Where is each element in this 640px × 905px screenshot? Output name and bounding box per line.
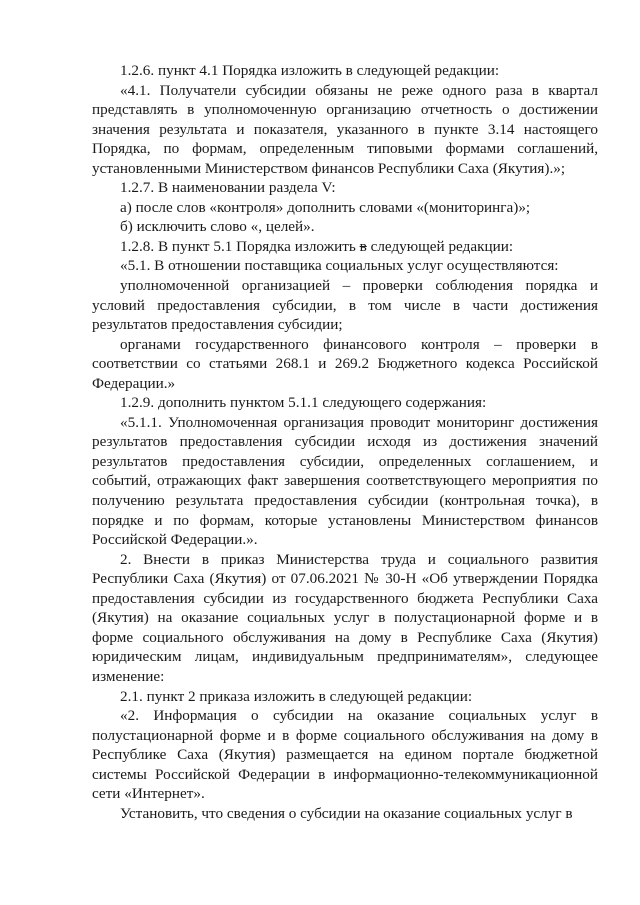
paragraph-1-2-7: 1.2.7. В наименовании раздела V:	[120, 179, 336, 197]
paragraph-4-1-text: «4.1. Получатели субсидии обязаны не реже одного раза в квартал представлять в уполномоченную организацию отчетность о достижении значения результата и показателя, указанного в пункте 3.14 настоящего Порядка, по формам, определенным типовыми формами соглашений, установленными Министерством финансов Республики Саха (Якутия).»;	[92, 81, 598, 177]
paragraph-5-1-text: «5.1. В отношении поставщика социальных услуг осуществляются:	[120, 257, 559, 275]
paragraph-5-1-1-text: «5.1.1. Уполномоченная организация проводит мониторинг достижения результатов предоставления субсидии исходя из достижения значений результатов предоставления субсидии, определенных соглашением, и событий, отражающих факт завершения соответствующего мероприятия по получению результата предоставления субсидии (контрольная точка), в порядке и по формам, которые установлены Министерством финансов Российской Федерации.».	[92, 413, 598, 549]
paragraph-establish: Установить, что сведения о субсидии на оказание социальных услуг в	[120, 804, 573, 822]
paragraph-1-2-8-before: 1.2.8. В пункт 5.1 Порядка изложить	[120, 237, 360, 255]
paragraph-2-amend-order: 2. Внести в приказ Министерства труда и социального развития Республики Саха (Якутия) от 07.06.2021 № 30-Н «Об утверждении Порядка предоставления субсидии из государственного бюджета Республики Саха (Якутия) на оказание социальных услуг в полустационарной форме и в форме социального обслуживания на дому в Республике Саха (Якутия) юридическим лицам, индивидуальным предпринимателям», следующее изменение:	[92, 550, 598, 685]
paragraph-1-2-6: 1.2.6. пункт 4.1 Порядка изложить в следующей редакции:	[120, 62, 500, 79]
paragraph-order-item-2-text: «2. Информация о субсидии на оказание социальных услуг в полустационарной форме и в форме социального обслуживания на дому в Республике Саха (Якутия) размещается на едином портале бюджетной системы Российской Федерации в информационно-телекоммуникационной сети «Интернет».	[92, 707, 598, 803]
paragraph-item-b: б) исключить слово «, целей».	[120, 218, 315, 236]
paragraph-1-2-9: 1.2.9. дополнить пунктом 5.1.1 следующего содержания:	[120, 394, 487, 412]
paragraph-2-1: 2.1. пункт 2 приказа изложить в следующей редакции:	[120, 687, 473, 705]
paragraph-1-2-8	[92, 237, 598, 257]
struck-word: в	[359, 237, 367, 255]
paragraph-authorized-org: уполномоченной организацией – проверки соблюдения порядка и условий предоставления субсидии, в том числе в части достижения результатов предоставления субсидии;	[92, 277, 598, 334]
paragraph-financial-control: органами государственного финансового контроля – проверки в соответствии со статьями 268.1 и 269.2 Бюджетного кодекса Российской Федерации.»	[92, 335, 598, 392]
paragraph-1-2-8-after: следующей редакции:	[366, 237, 514, 255]
paragraph-item-a: а) после слов «контроля» дополнить словами «(мониторинга)»;	[120, 198, 531, 216]
